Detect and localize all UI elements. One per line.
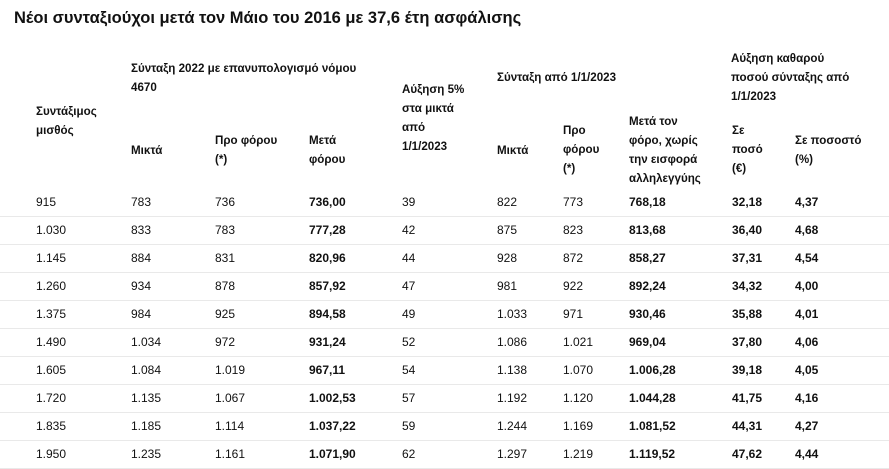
table-row xyxy=(0,412,889,441)
cell-amount: 32,18 xyxy=(732,195,763,209)
cell-net2023: 1.044,28 xyxy=(629,391,676,405)
table-row xyxy=(0,216,889,245)
cell-pretax2023: 971 xyxy=(563,307,584,321)
cell-percent: 4,16 xyxy=(795,391,819,405)
cell-gross2023: 1.244 xyxy=(497,419,528,433)
cell-amount: 44,31 xyxy=(732,419,763,433)
cell-net2023: 858,27 xyxy=(629,251,666,265)
cell-pretax2023: 1.021 xyxy=(563,335,594,349)
header-net-2023: Μετά τον φόρο, χωρίς την εισφορά αλληλεγγύης xyxy=(629,115,701,185)
cell-increase: 62 xyxy=(402,447,416,461)
cell-pretax2023: 1.070 xyxy=(563,363,594,377)
cell-salary: 1.605 xyxy=(36,363,67,377)
cell-percent: 4,06 xyxy=(795,335,819,349)
cell-gross2022: 783 xyxy=(131,195,152,209)
header-salary: Συντάξιμος μισθός xyxy=(36,105,97,137)
cell-net2023: 768,18 xyxy=(629,195,666,209)
header-pretax-2022: Προ φόρου (*) xyxy=(215,134,278,166)
cell-gross2023: 1.297 xyxy=(497,447,528,461)
cell-salary: 1.835 xyxy=(36,419,67,433)
cell-net2022: 1.037,22 xyxy=(309,419,356,433)
cell-pretax2023: 1.120 xyxy=(563,391,594,405)
cell-pretax2022: 972 xyxy=(215,335,236,349)
header-gross-2023: Μικτά xyxy=(497,144,529,157)
cell-percent: 4,05 xyxy=(795,363,819,377)
cell-net2022: 736,00 xyxy=(309,195,346,209)
cell-pretax2022: 831 xyxy=(215,251,236,265)
table-row xyxy=(0,300,889,329)
cell-percent: 4,54 xyxy=(795,251,819,265)
cell-gross2022: 1.034 xyxy=(131,335,162,349)
cell-amount: 39,18 xyxy=(732,363,763,377)
cell-net2022: 1.002,53 xyxy=(309,391,356,405)
cell-percent: 4,01 xyxy=(795,307,819,321)
table-row xyxy=(0,328,889,357)
cell-net2022: 820,96 xyxy=(309,251,346,265)
page-title: Νέοι συνταξιούχοι μετά τον Μάιο του 2016 με 37,6 έτη ασφάλισης xyxy=(14,9,522,27)
cell-net2022: 1.071,90 xyxy=(309,447,356,461)
header-net-2022: Μετά φόρου xyxy=(309,134,346,166)
cell-salary: 1.375 xyxy=(36,307,67,321)
cell-net2022: 894,58 xyxy=(309,307,346,321)
cell-net2023: 930,46 xyxy=(629,307,666,321)
cell-gross2022: 1.084 xyxy=(131,363,162,377)
cell-gross2023: 1.138 xyxy=(497,363,528,377)
cell-gross2022: 984 xyxy=(131,307,152,321)
cell-salary: 1.145 xyxy=(36,251,67,265)
cell-percent: 4,44 xyxy=(795,447,819,461)
cell-pretax2022: 925 xyxy=(215,307,236,321)
header-in-amount: Σε ποσό (€) xyxy=(732,124,763,175)
cell-pretax2023: 823 xyxy=(563,223,584,237)
cell-pretax2022: 1.161 xyxy=(215,447,246,461)
cell-amount: 35,88 xyxy=(732,307,763,321)
cell-net2022: 857,92 xyxy=(309,279,346,293)
cell-increase: 52 xyxy=(402,335,416,349)
cell-salary: 1.490 xyxy=(36,335,67,349)
cell-gross2022: 1.185 xyxy=(131,419,162,433)
table-row xyxy=(0,188,889,217)
header-in-percent: Σε ποσοστό (%) xyxy=(795,134,862,166)
table-row xyxy=(0,356,889,385)
table-row xyxy=(0,244,889,273)
cell-amount: 34,32 xyxy=(732,279,763,293)
cell-increase: 57 xyxy=(402,391,416,405)
cell-net2023: 813,68 xyxy=(629,223,666,237)
cell-gross2023: 1.192 xyxy=(497,391,528,405)
cell-net2022: 931,24 xyxy=(309,335,346,349)
cell-percent: 4,00 xyxy=(795,279,819,293)
cell-net2023: 969,04 xyxy=(629,335,666,349)
cell-net2023: 1.081,52 xyxy=(629,419,676,433)
cell-gross2023: 875 xyxy=(497,223,518,237)
cell-pretax2022: 736 xyxy=(215,195,236,209)
cell-net2022: 777,28 xyxy=(309,223,346,237)
cell-net2023: 1.006,28 xyxy=(629,363,676,377)
cell-increase: 54 xyxy=(402,363,416,377)
cell-gross2022: 1.135 xyxy=(131,391,162,405)
cell-gross2022: 934 xyxy=(131,279,152,293)
cell-net2023: 1.119,52 xyxy=(629,447,676,461)
header-net-increase-group: Αύξηση καθαρού ποσού σύνταξης από 1/1/2023 xyxy=(731,52,850,103)
cell-increase: 39 xyxy=(402,195,416,209)
header-pension-2022-group: Σύνταξη 2022 με επανυπολογισμό νόμου 4670 xyxy=(131,62,357,94)
header-gross-2022: Μικτά xyxy=(131,144,163,157)
header-pretax-2023: Προ φόρου (*) xyxy=(563,124,600,175)
cell-salary: 915 xyxy=(36,195,57,209)
cell-increase: 44 xyxy=(402,251,416,265)
cell-gross2023: 822 xyxy=(497,195,518,209)
cell-pretax2023: 773 xyxy=(563,195,584,209)
cell-increase: 42 xyxy=(402,223,416,237)
cell-percent: 4,37 xyxy=(795,195,819,209)
cell-gross2022: 884 xyxy=(131,251,152,265)
cell-percent: 4,68 xyxy=(795,223,819,237)
header-increase-5pct: Αύξηση 5% στα μικτά από 1/1/2023 xyxy=(402,83,465,153)
cell-gross2023: 1.086 xyxy=(497,335,528,349)
cell-pretax2023: 922 xyxy=(563,279,584,293)
cell-salary: 1.260 xyxy=(36,279,67,293)
cell-gross2022: 833 xyxy=(131,223,152,237)
cell-amount: 47,62 xyxy=(732,447,763,461)
cell-net2022: 967,11 xyxy=(309,363,346,377)
cell-gross2022: 1.235 xyxy=(131,447,162,461)
cell-pretax2023: 872 xyxy=(563,251,584,265)
cell-pretax2022: 1.114 xyxy=(215,419,245,433)
header-pension-2023-group: Σύνταξη από 1/1/2023 xyxy=(497,71,617,84)
cell-amount: 37,80 xyxy=(732,335,763,349)
cell-pretax2023: 1.169 xyxy=(563,419,594,433)
cell-percent: 4,27 xyxy=(795,419,819,433)
cell-amount: 36,40 xyxy=(732,223,763,237)
cell-salary: 1.950 xyxy=(36,447,67,461)
cell-gross2023: 928 xyxy=(497,251,518,265)
cell-increase: 47 xyxy=(402,279,416,293)
cell-increase: 49 xyxy=(402,307,416,321)
table-row xyxy=(0,272,889,301)
cell-increase: 59 xyxy=(402,419,416,433)
cell-amount: 37,31 xyxy=(732,251,763,265)
cell-amount: 41,75 xyxy=(732,391,763,405)
cell-salary: 1.030 xyxy=(36,223,67,237)
table-row xyxy=(0,384,889,413)
table-row xyxy=(0,440,889,469)
cell-salary: 1.720 xyxy=(36,391,67,405)
cell-net2023: 892,24 xyxy=(629,279,666,293)
cell-pretax2022: 1.019 xyxy=(215,363,246,377)
cell-pretax2022: 878 xyxy=(215,279,236,293)
cell-pretax2022: 1.067 xyxy=(215,391,246,405)
cell-pretax2023: 1.219 xyxy=(563,447,594,461)
cell-pretax2022: 783 xyxy=(215,223,236,237)
cell-gross2023: 1.033 xyxy=(497,307,528,321)
cell-gross2023: 981 xyxy=(497,279,518,293)
